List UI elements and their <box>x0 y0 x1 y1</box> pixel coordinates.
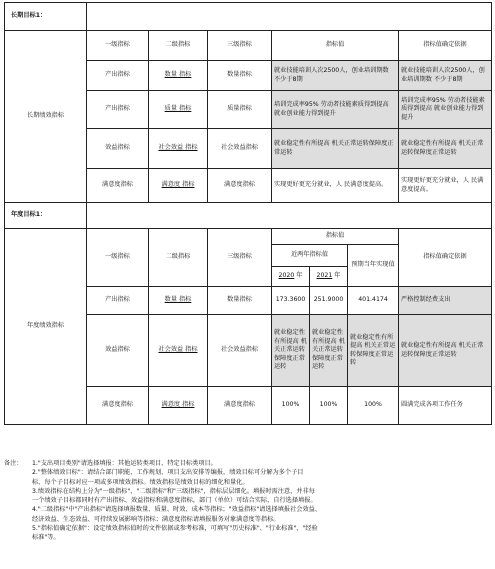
long-term-goal-header: 长期目标1： <box>5 3 87 31</box>
basis-cell[interactable]: 培训完成率95% 劳动者技能素质得到提高 就业创业能力得到提升 <box>399 91 492 129</box>
note-line: 5."指标值确定依据"：设定绩效指标值时的文件依据或参考标准，可填写"历史标准"、"行业标准"、"经验 <box>32 525 318 533</box>
goals-table <box>4 2 492 425</box>
annual-section-label: 年度绩效指标 <box>5 229 87 425</box>
value-cell[interactable]: 就业技能培训人次2500人，创业培训期数 不少于8期 <box>272 61 399 91</box>
expected-value-cell[interactable]: 就业稳定性有所提高 机关正常运转保障度正常运转 <box>348 315 399 387</box>
col-basis: 指标值确定依据 <box>399 31 492 61</box>
level2-cell: 社会效益 指标 <box>149 129 208 169</box>
basis-cell[interactable]: 严格控制经费支出 <box>399 287 492 315</box>
note-line: 标，每个子目标对应一项或多项绩效指标。绩效指标是绩效目标的细化和量化。 <box>32 478 249 486</box>
col-expected: 预期当年实现值 <box>348 245 399 287</box>
year1-value-cell[interactable]: 就业稳定性有所提高 机关正常运转保障度正常运转 <box>272 315 310 387</box>
level1-cell: 产出指标 <box>87 91 149 129</box>
basis-cell[interactable]: 就业稳定性有所提高 机关正常运转保障度正常运转 <box>399 315 492 387</box>
performance-goal-form <box>4 2 491 425</box>
level3-cell: 社会效益指标 <box>208 129 272 169</box>
level3-cell: 数量指标 <box>208 61 272 91</box>
col-value: 指标值 <box>272 31 399 61</box>
note-line: 标准"等。 <box>32 534 60 542</box>
level1-cell: 满意度指标 <box>87 169 149 203</box>
level1-cell: 效益指标 <box>87 315 149 387</box>
year2-value-cell[interactable]: 就业稳定性有所提高 机关正常运转保障度正常运转 <box>310 315 348 387</box>
basis-cell[interactable]: 就业稳定性有所提高 机关正常运转保障度正常运转 <box>399 129 492 169</box>
level2-cell: 社会效益 指标 <box>149 315 208 387</box>
note-line: 经济效益、生态效益、可持续发展影响等指标；满意度指标请填报服务对象满意度等指标。 <box>32 515 280 523</box>
expected-value-cell[interactable]: 401.4174 <box>348 287 399 315</box>
basis-cell[interactable]: 就业技能培训人次2500人，创业培训期数 不少于8期 <box>399 61 492 91</box>
col-year-2: 2021 年 <box>310 267 348 287</box>
col-recent-years: 近两年指标值 <box>272 245 348 267</box>
level3-cell: 社会效益指标 <box>208 315 272 387</box>
year1-value-cell[interactable]: 100% <box>272 387 310 425</box>
year2-value-cell[interactable]: 251.9000 <box>310 287 348 315</box>
col-basis: 指标值确定依据 <box>399 229 492 287</box>
level3-cell: 满意度指标 <box>208 387 272 425</box>
level3-cell: 数量指标 <box>208 287 272 315</box>
level2-cell: 数量 指标 <box>149 61 208 91</box>
note-line: 一个绩效子目标都同时有产出指标、效益指标和满意度指标，部门（单位）可结合实际，自行选择填报。 <box>32 497 317 505</box>
level2-cell: 质量 指标 <box>149 91 208 129</box>
col-year-1: 2020 年 <box>272 267 310 287</box>
note-line: 2."整体绩效目标"：请结合部门职能、工作规划、项目支出安排等编报，绩效目标可分解为多个子目 <box>32 469 304 477</box>
annual-goal-content[interactable] <box>87 203 492 229</box>
level1-cell: 产出指标 <box>87 287 149 315</box>
level2-cell: 数量 指标 <box>149 287 208 315</box>
level3-cell: 满意度指标 <box>208 169 272 203</box>
level2-cell: 满意度 指标 <box>149 169 208 203</box>
note-line: 3.绩效指标在结构上分为"一级指标"、"二级指标"和"三级指标"，指标层层细化。填报时需注意，并非每 <box>32 487 315 495</box>
note-line: 4."二级指标"中"产出指标"请选择填报数量、质量、时效、成本等指标；"效益指标"请选择填报社会效益、 <box>32 506 322 514</box>
col-level2: 二级指标 <box>149 229 208 287</box>
col-level3: 三级指标 <box>208 229 272 287</box>
annual-goal-header: 年度目标1： <box>5 203 87 229</box>
notes-section <box>4 459 491 543</box>
col-level1: 一级指标 <box>87 31 149 61</box>
basis-cell[interactable]: 圆满完成各项工作任务 <box>399 387 492 425</box>
col-level1: 一级指标 <box>87 229 149 287</box>
expected-value-cell[interactable]: 100% <box>348 387 399 425</box>
basis-cell[interactable]: 实现更好更充分就业，人 民满意度提高。 <box>399 169 492 203</box>
col-level2: 二级指标 <box>149 31 208 61</box>
year1-value-cell[interactable]: 173.3600 <box>272 287 310 315</box>
level1-cell: 产出指标 <box>87 61 149 91</box>
notes-lead: 备注： <box>4 460 23 467</box>
level3-cell: 质量指标 <box>208 91 272 129</box>
col-value: 指标值 <box>272 229 399 245</box>
value-cell[interactable]: 就业稳定性有所提高 机关正常运转保障度正常运转 <box>272 129 399 169</box>
value-cell[interactable]: 实现更好更充分就业，人 民满意度提高。 <box>272 169 399 203</box>
value-cell[interactable]: 培训完成率95% 劳动者技能素质得到提高 就业创业能力得到提升 <box>272 91 399 129</box>
notes-list <box>32 459 491 543</box>
col-level3: 三级指标 <box>208 31 272 61</box>
level1-cell: 满意度指标 <box>87 387 149 425</box>
level1-cell: 效益指标 <box>87 129 149 169</box>
long-term-goal-content[interactable] <box>87 3 492 31</box>
long-term-section-label: 长期绩效指标 <box>5 31 87 203</box>
year2-value-cell[interactable]: 100% <box>310 387 348 425</box>
note-line: 1."支出项目类别"请选择填报：其他运转类项目、特定目标类项目。 <box>32 460 217 467</box>
level2-cell: 满意度 指标 <box>149 387 208 425</box>
